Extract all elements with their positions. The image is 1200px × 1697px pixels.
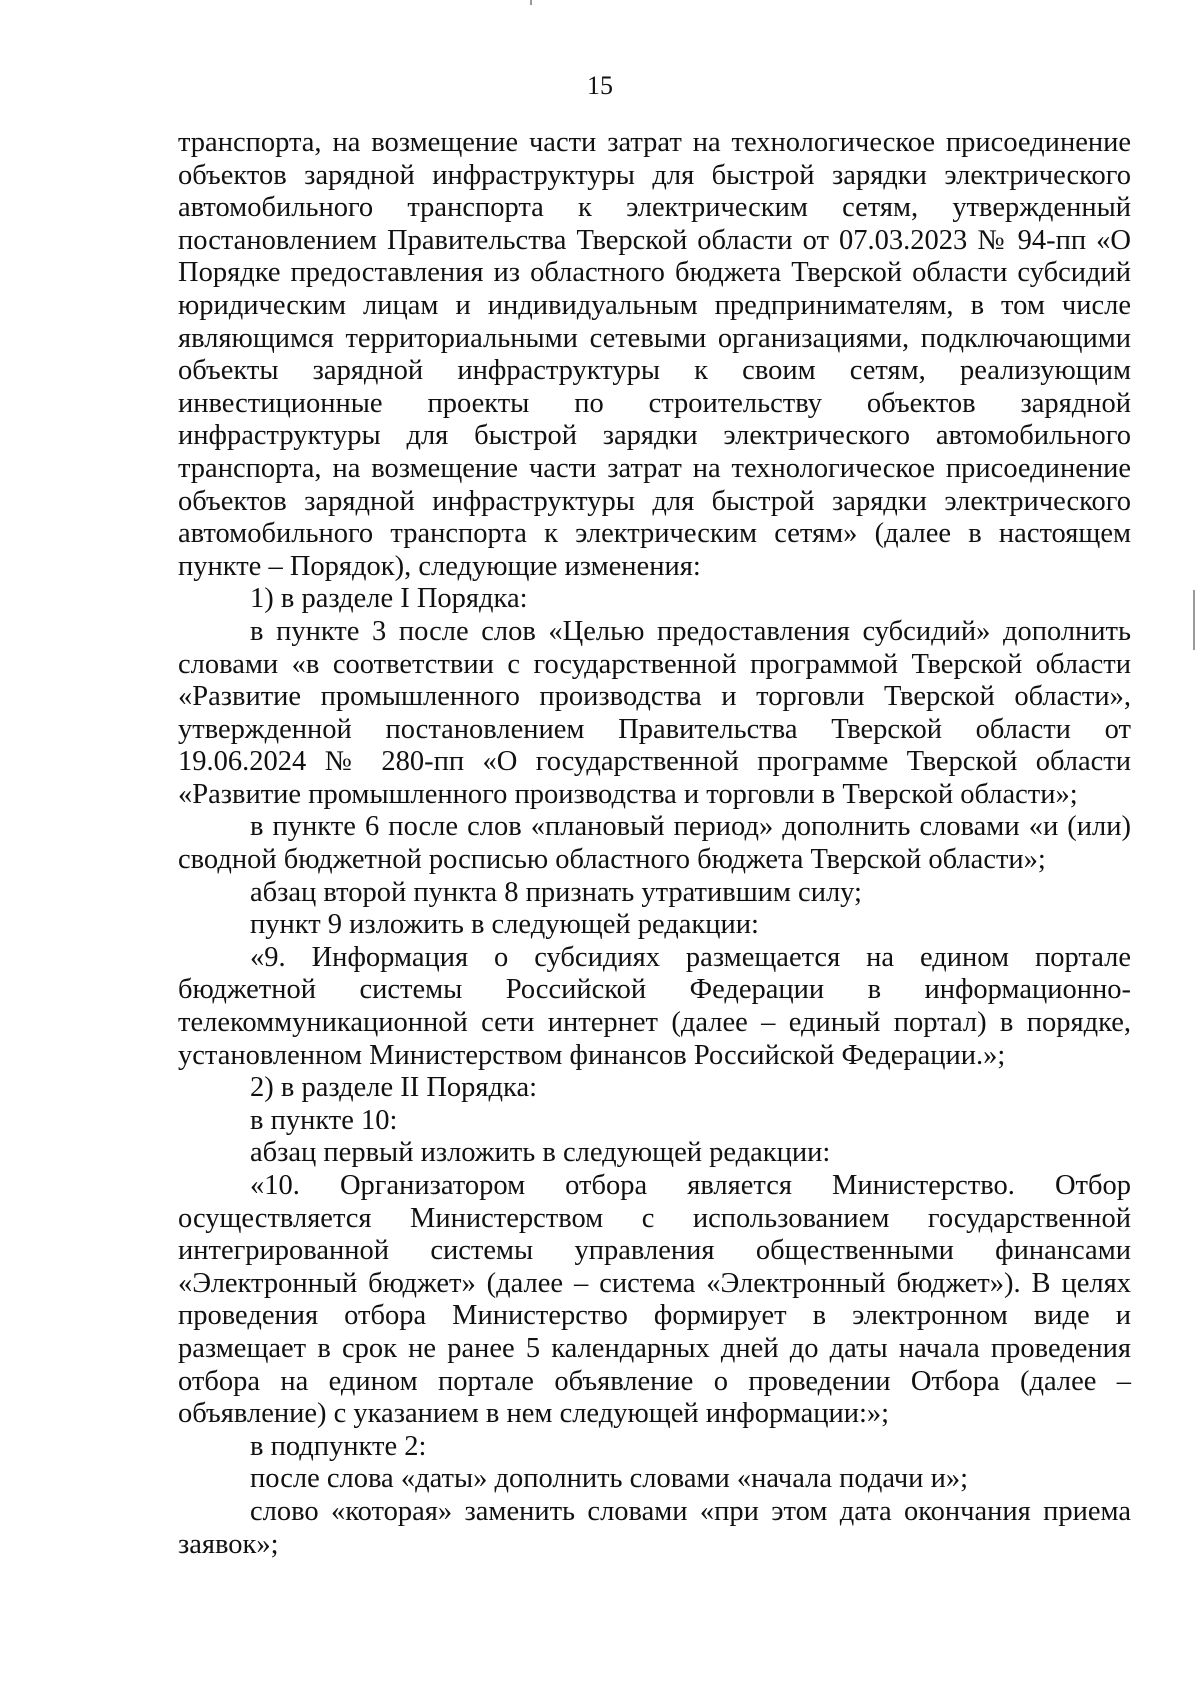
paragraph: в пункте 3 после слов «Целью предоставления субсидий» дополнить словами «в соответствии с государственной программой Тверской области «Развитие промышленного производства и торговли Тверской области», утвержденной постановлением Правительства Тверской области от 19.06.2024 № 280-пп «О государственной программе Тверской области «Развитие промышленного производства и торговли в Тверской области»; <box>178 615 1131 810</box>
scan-edge-mark-top <box>530 0 532 5</box>
document-body <box>178 127 1131 1561</box>
paragraph: в подпункте 2: <box>250 1430 427 1462</box>
paragraph: 2) в разделе II Порядка: <box>250 1072 538 1104</box>
paragraph: в пункте 6 после слов «плановый период» дополнить словами «и (или) сводной бюджетной росписью областного бюджета Тверской области»; <box>178 811 1131 876</box>
paragraph: пункт 9 изложить в следующей редакции: <box>250 909 759 941</box>
paragraph: транспорта, на возмещение части затрат на технологическое присоединение объектов зарядной инфраструктуры для быстрой зарядки электрического автомобильного транспорта к электрическим сетям, утвержденный постановлением Правительства Тверской области от 07.03.2023 № 94-пп «О Порядке предоставления из областного бюджета Тверской области субсидий юридическим лицам и индивидуальным предпринимателям, в том числе являющимся территориальными сетевыми организациями, подключающими объекты зарядной инфраструктуры к своим сетям, реализующим инвестиционные проекты по строительству объектов зарядной инфраструктуры для быстрой зарядки электрического автомобильного транспорта, на возмещение части затрат на технологическое присоединение объектов зарядной инфраструктуры для быстрой зарядки электрического автомобильного транспорта к электрическим сетям» (далее в настоящем пункте – Порядок), следующие изменения: <box>178 127 1131 582</box>
page-number: 15 <box>587 71 613 100</box>
paragraph: слово «которая» заменить словами «при этом дата окончания приема заявок»; <box>178 1495 1131 1560</box>
paragraph: «9. Информация о субсидиях размещается на едином портале бюджетной системы Российской Федерации в информационно-телекоммуникационной сети интернет (далее – единый портал) в порядке, установленном Министерством финансов Российской Федерации.»; <box>178 941 1131 1071</box>
paragraph: 1) в разделе I Порядка: <box>250 583 528 615</box>
paragraph: «10. Организатором отбора является Министерство. Отбор осуществляется Министерством с использованием государственной интегрированной системы управления общественными финансами «Электронный бюджет» (далее – система «Электронный бюджет»). В целях проведения отбора Министерство формирует в электронном виде и размещает в срок не ранее 5 календарных дней до даты начала проведения отбора на едином портале объявление о проведении Отбора (далее – объявление) с указанием в нем следующей информации:»; <box>178 1170 1131 1430</box>
paragraph: абзац первый изложить в следующей редакции: <box>250 1137 831 1169</box>
paragraph: в пункте 10: <box>250 1104 398 1136</box>
paragraph: после слова «даты» дополнить словами «начала подачи и»; <box>250 1463 968 1495</box>
scan-edge-mark-right <box>1193 590 1195 650</box>
paragraph: абзац второй пункта 8 признать утратившим силу; <box>250 876 862 908</box>
